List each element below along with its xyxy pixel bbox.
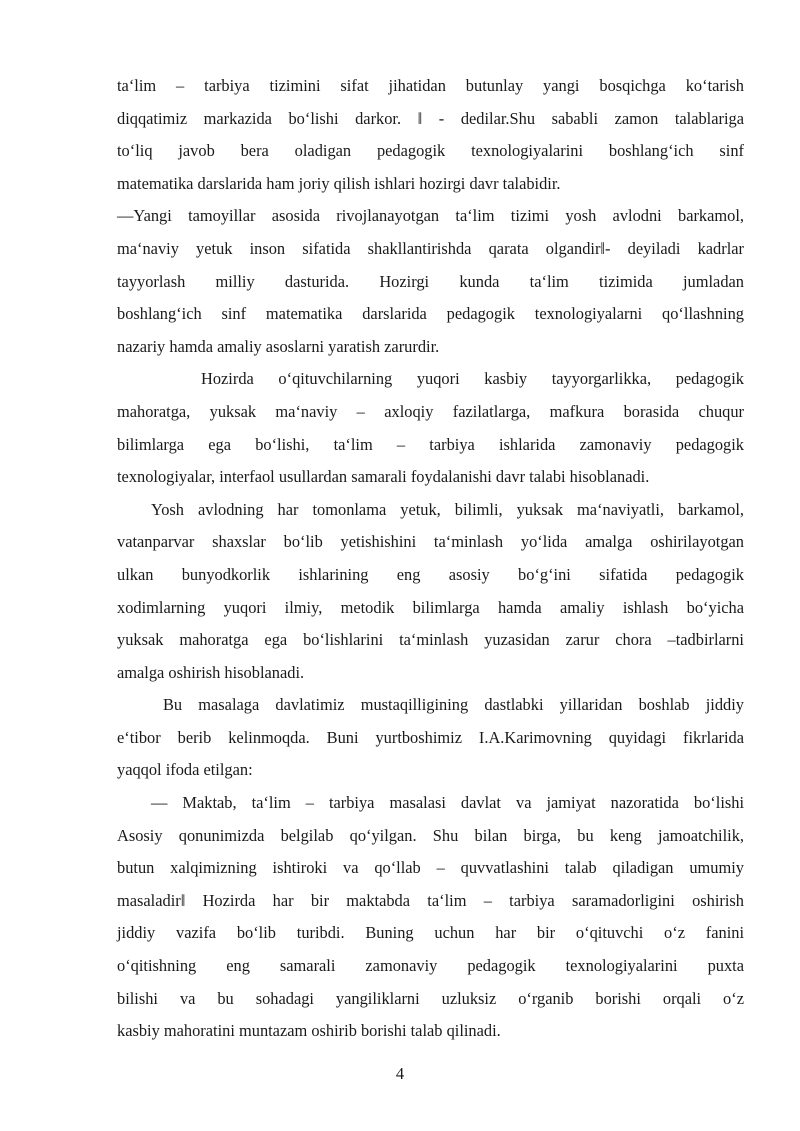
text-line: bilimlarga ega bo‘lishi, ta‘lim – tarbiya ishlarida zamonaviy pedagogik <box>117 434 744 454</box>
text-line: e‘tibor berib kelinmoqda. Buni yurtboshimiz I.A.Karimovning quyidagi fikrlarida <box>117 727 744 747</box>
text-line: texnologiyalar, interfaol usullardan samarali foydalanishi davr talabi hisoblanadi. <box>117 467 650 487</box>
text-line: diqqatimiz markazida bo‘lishi darkor. ‖ - dedilar.Shu sababli zamon talablariga <box>117 108 744 128</box>
text-line: Hozirda o‘qituvchilarning yuqori kasbiy tayyorgarlikka, pedagogik <box>201 369 744 389</box>
text-line: amalga oshirish hisoblanadi. <box>117 662 305 682</box>
page-number: 4 <box>395 1064 405 1083</box>
text-line: matematika darslarida ham joriy qilish ishlari hozirgi davr talabidir. <box>117 173 561 193</box>
text-line: boshlang‘ich sinf matematika darslarida pedagogik texnologiyalarni qo‘llashning <box>117 304 744 324</box>
text-line: o‘qitishning eng samarali zamonaviy pedagogik texnologiyalarini puxta <box>117 956 744 976</box>
text-line: yaqqol ifoda etilgan: <box>117 760 253 780</box>
text-line: mahoratga, yuksak ma‘naviy – axloqiy fazilatlarga, mafkura borasida chuqur <box>117 401 744 421</box>
document-body <box>117 70 744 1048</box>
text-line: yuksak mahoratga ega bo‘lishlarini ta‘minlash yuzasidan zarur chora –tadbirlarni <box>117 630 744 650</box>
text-line: ― Maktab, ta‘lim – tarbiya masalasi davlat va jamiyat nazoratida bo‘lishi <box>151 793 744 813</box>
text-line: Asosiy qonunimizda belgilab qo‘yilgan. Shu bilan birga, bu keng jamoatchilik, <box>117 825 744 845</box>
text-line: butun xalqimizning ishtiroki va qo‘llab – quvvatlashini talab qiladigan umumiy <box>117 858 744 878</box>
text-line: Bu masalaga davlatimiz mustaqilligining dastlabki yillaridan boshlab jiddiy <box>163 695 744 715</box>
text-line: ulkan bunyodkorlik ishlarining eng asosiy bo‘g‘ini sifatida pedagogik <box>117 564 744 584</box>
text-line: jiddiy vazifa bo‘lib turibdi. Buning uchun har bir o‘qituvchi o‘z fanini <box>117 923 744 943</box>
text-line: masaladir‖ Hozirda har bir maktabda ta‘lim – tarbiya saramadorligini oshirish <box>117 890 744 910</box>
text-line: vatanparvar shaxslar bo‘lib yetishishini ta‘minlash yo‘lida amalga oshirilayotgan <box>117 532 744 552</box>
text-line: ―Yangi tamoyillar asosida rivojlanayotgan ta‘lim tizimi yosh avlodni barkamol, <box>117 206 744 226</box>
text-line: xodimlarning yuqori ilmiy, metodik bilimlarga hamda amaliy ishlash bo‘yicha <box>117 597 744 617</box>
text-line: nazariy hamda amaliy asoslarni yaratish zarurdir. <box>117 336 440 356</box>
text-line: ma‘naviy yetuk inson sifatida shakllantirishda qarata olgandir‖- deyiladi kadrlar <box>117 238 744 258</box>
text-line: bilishi va bu sohadagi yangiliklarni uzluksiz o‘rganib borishi orqali o‘z <box>117 988 744 1008</box>
text-line: tayyorlash milliy dasturida. Hozirgi kunda ta‘lim tizimida jumladan <box>117 271 744 291</box>
text-line: kasbiy mahoratini muntazam oshirib borishi talab qilinadi. <box>117 1021 501 1041</box>
text-line: ta‘lim – tarbiya tizimini sifat jihatidan butunlay yangi bosqichga ko‘tarish <box>117 76 744 95</box>
text-line: Yosh avlodning har tomonlama yetuk, bilimli, yuksak ma‘naviyatli, barkamol, <box>151 499 744 519</box>
text-line: to‘liq javob bera oladigan pedagogik texnologiyalarini boshlang‘ich sinf <box>117 141 744 161</box>
